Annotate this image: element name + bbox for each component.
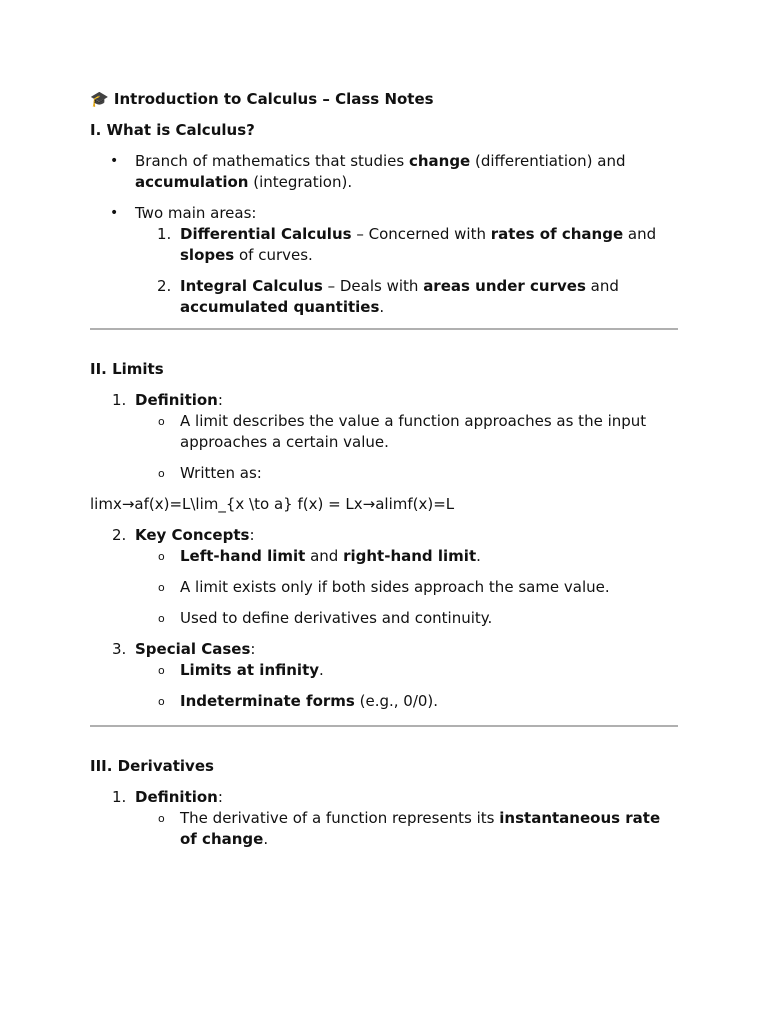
bold-term: Left-hand limit: [180, 547, 306, 565]
text-run: Two main areas:: [135, 204, 257, 222]
section-heading-derivatives: III. Derivatives: [90, 757, 214, 775]
text-run: (e.g., 0/0).: [354, 692, 439, 710]
bold-term: Limits at infinity: [180, 661, 320, 679]
section-heading-what-is-calculus: I. What is Calculus?: [90, 121, 255, 139]
main-areas-list: [135, 224, 678, 318]
bold-term: Special Cases: [135, 640, 251, 658]
circle-marker: o: [158, 467, 165, 480]
list-item: [135, 608, 678, 629]
bullet-marker: •: [110, 153, 119, 169]
text-run: .: [319, 661, 324, 679]
section-heading-limits: II. Limits: [90, 360, 164, 378]
text-run: Used to define derivatives and continuity.: [180, 609, 493, 627]
list-item: [135, 691, 678, 712]
list-item: [90, 639, 678, 712]
text-run: – Deals with: [322, 277, 424, 295]
bold-term: instantaneous rate of change: [180, 809, 661, 848]
circle-marker: o: [158, 415, 165, 428]
text-run: (integration).: [248, 173, 353, 191]
number-marker: 1.: [112, 788, 127, 806]
text-run: and: [305, 547, 344, 565]
bold-term: Key Concepts: [135, 526, 250, 544]
text-run: :: [217, 788, 223, 806]
limits-list-continued: [90, 525, 678, 712]
bold-term: change: [408, 152, 471, 170]
number-marker: 3.: [112, 640, 127, 658]
number-marker: 1.: [157, 225, 172, 243]
bold-term: areas under curves: [423, 277, 586, 295]
number-marker: 2.: [157, 277, 172, 295]
bold-term: slopes: [180, 246, 235, 264]
bullet-marker: •: [110, 205, 119, 221]
list-item: [135, 577, 678, 598]
bold-term: right-hand limit: [343, 547, 477, 565]
text-run: (differentiation) and: [470, 152, 626, 170]
text-run: of curves.: [234, 246, 313, 264]
bold-term: rates of change: [490, 225, 624, 243]
bold-term: Indeterminate forms: [180, 692, 355, 710]
section-divider: [90, 725, 678, 727]
number-marker: 1.: [112, 391, 127, 409]
text-run: Branch of mathematics that studies: [135, 152, 409, 170]
circle-marker: o: [158, 581, 165, 594]
list-item: [90, 151, 678, 193]
number-marker: 2.: [112, 526, 127, 544]
list-item: [135, 411, 678, 453]
special-cases-sublist: [135, 660, 678, 712]
list-item: [135, 660, 678, 681]
what-is-calculus-list: [90, 151, 678, 318]
circle-marker: o: [158, 612, 165, 625]
derivatives-list: [90, 787, 678, 850]
list-item: [90, 525, 678, 629]
text-run: :: [250, 640, 256, 658]
list-item: [90, 390, 678, 484]
bold-term: accumulated quantities: [180, 298, 380, 316]
limits-list: [90, 390, 678, 484]
text-run: :: [217, 391, 223, 409]
text-run: Written as:: [180, 464, 262, 482]
bold-term: Differential Calculus: [180, 225, 352, 243]
text-run: .: [476, 547, 481, 565]
text-run: and: [623, 225, 657, 243]
definition-sublist: [135, 411, 678, 484]
text-run: .: [263, 830, 269, 848]
list-item: [135, 463, 678, 484]
derivative-definition-sublist: [135, 808, 678, 850]
list-item: [135, 224, 678, 266]
bold-term: Definition: [135, 391, 218, 409]
text-run: – Concerned with: [351, 225, 491, 243]
text-run: A limit exists only if both sides approach the same value.: [180, 578, 610, 596]
circle-marker: o: [158, 695, 165, 708]
bold-term: accumulation: [135, 173, 249, 191]
section-divider: [90, 328, 678, 330]
circle-marker: o: [158, 812, 165, 825]
list-item: [135, 546, 678, 567]
list-item: [90, 203, 678, 318]
text-run: .: [379, 298, 385, 316]
document-page: [90, 89, 678, 860]
bold-term: Integral Calculus: [180, 277, 323, 295]
list-item: [135, 276, 678, 318]
text-run: :: [249, 526, 255, 544]
circle-marker: o: [158, 550, 165, 563]
text-run: A limit describes the value a function approaches as the input approaches a certain value.: [180, 412, 647, 451]
bold-term: Definition: [135, 788, 218, 806]
text-run: The derivative of a function represents its: [180, 809, 500, 827]
list-item: [90, 787, 678, 850]
document-title: 🎓 Introduction to Calculus – Class Notes: [90, 90, 434, 108]
list-item: [135, 808, 678, 850]
key-concepts-sublist: [135, 546, 678, 629]
text-run: and: [585, 277, 619, 295]
limit-formula: limx→af(x)=L\lim_{x \to a} f(x) = Lx→alimf(x)=L: [90, 495, 455, 513]
circle-marker: o: [158, 664, 165, 677]
